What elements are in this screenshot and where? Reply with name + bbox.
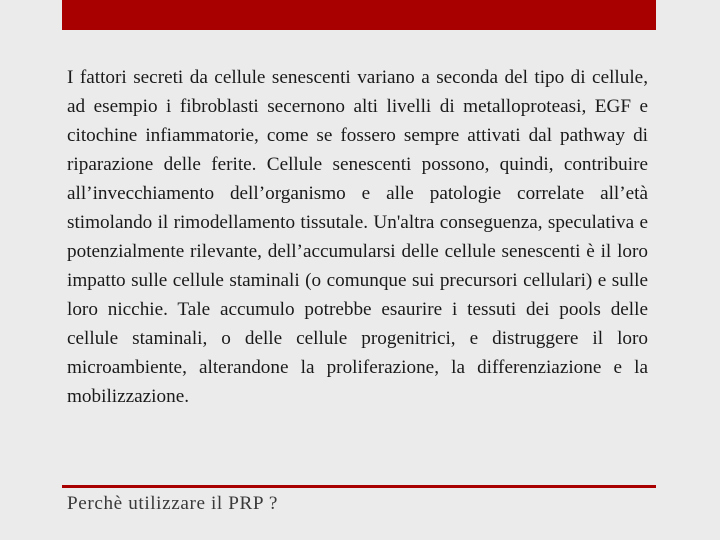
question-heading: Perchè utilizzare il PRP ? (67, 493, 278, 514)
section-divider (62, 485, 656, 488)
body-paragraph: I fattori secreti da cellule senescenti variano a seconda del tipo di cellule, ad esempio i fibroblasti secernono alti livelli di metalloproteasi, EGF e citochine infiammatorie, come se fossero sempre attivati dal pathway di riparazione delle ferite. Cellule senescenti possono, quindi, contribuire all’invecchiamento dell’organismo e alle patologie correlate all’età stimolando il rimodellamento tissutale. Un'altra conseguenza, speculativa e potenzialmente rilevante, dell’accumularsi delle cellule senescenti è il loro impatto sulle cellule staminali (o comunque sui precursori cellulari) e sulle loro nicchie. Tale accumulo potrebbe esaurire i tessuti dei pools delle cellule staminali, o delle cellule progenitrici, e distruggere il loro microambiente, alterandone la proliferazione, la differenziazione e la mobilizzazione. (67, 67, 648, 407)
header-accent-bar (62, 0, 656, 30)
